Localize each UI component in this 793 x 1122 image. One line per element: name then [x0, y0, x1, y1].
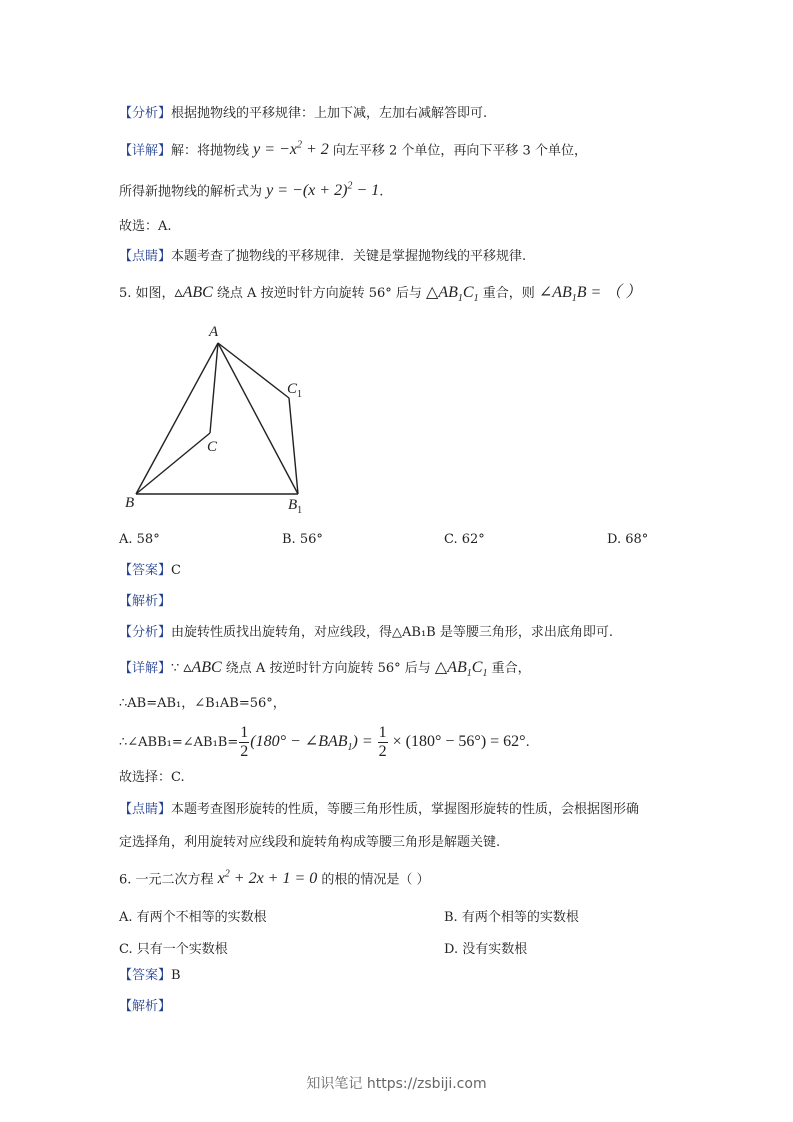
q5-option-a: A. 58°	[119, 532, 160, 547]
question-6-stem: 6. 一元二次方程 $x^2 + 2x + 1 = 0$ 的根的情况是（ ）	[119, 869, 430, 888]
triangle-abc: ▵ABC	[174, 284, 213, 301]
rotation-figure	[120, 320, 320, 520]
segment-a-c1	[218, 343, 289, 398]
detail-tag: 【详解】	[119, 143, 172, 159]
q6-option-d: D. 没有实数根	[444, 942, 528, 957]
choice-line: 故选：A.	[119, 219, 172, 234]
analysis-tag: 【分析】	[119, 625, 172, 640]
detail-pre: 解：将抛物线	[171, 143, 254, 159]
q5-comment-2: 定选择角，利用旋转对应线段和旋转角构成等腰三角形是解题关键.	[119, 835, 501, 850]
triangle-ab1c1: $\triangle AB_1C_1$	[426, 284, 479, 305]
segment-c-b	[136, 433, 210, 494]
label-c: C	[207, 439, 218, 455]
segment-a-b1	[218, 343, 298, 494]
label-a: A	[209, 324, 219, 340]
analysis-text: 由旋转性质找出旋转角，对应线段，得△AB₁B 是等腰三角形，求出底角即可.	[171, 625, 613, 640]
parse-tag: 【解析】	[119, 999, 172, 1014]
label-c1: $C_1$	[287, 381, 303, 400]
result-pre: 所得新抛物线的解析式为	[119, 184, 267, 200]
q5-option-d: D. 68°	[607, 532, 649, 547]
q5-line2: ∴AB=AB₁，∠B₁AB=56°，	[119, 696, 286, 711]
q5-analysis	[119, 626, 613, 639]
q5-detail: 【详解】∵ ▵ABC 绕点 A 按逆时针方向旋转 56° 后与 $\triangle AB_1C_1$ 重合，	[119, 659, 531, 680]
answer-tag: 【答案】	[119, 968, 172, 983]
detail-line	[119, 141, 587, 158]
answer-value: B	[171, 968, 181, 983]
fraction-half: $\frac{1}{2}$	[240, 724, 249, 760]
comment-line	[119, 250, 526, 263]
q6-option-c: C. 只有一个实数根	[119, 942, 228, 957]
q6-option-b: B. 有两个相等的实数根	[444, 910, 579, 925]
detail-post: 向左平移 2 个单位，再向下平移 3 个单位，	[328, 143, 587, 159]
q5-choice: 故选择：C.	[119, 770, 185, 785]
parse-tag: 【解析】	[119, 594, 172, 609]
detail-tag: 【详解】	[119, 661, 172, 676]
angle-ab1b: $\angle AB_1B$ = （ ）	[538, 284, 642, 305]
analysis-line	[119, 107, 487, 120]
q5-option-c: C. 62°	[444, 532, 485, 547]
q6-parse	[119, 1000, 171, 1013]
answer-tag: 【答案】	[119, 563, 172, 578]
answer-value: C	[171, 563, 181, 578]
comment-tag: 【点睛】	[119, 802, 172, 817]
q5-answer	[119, 564, 181, 577]
question-5-stem: 5. 如图，▵ABC 绕点 A 按逆时针方向旋转 56° 后与 $\triangle AB_1C_1$ 重合，则 $\angle AB_1B$ = （ ）	[119, 284, 642, 305]
q6-answer	[119, 969, 181, 982]
parabola-equation: $y = -x^2 + 2$	[253, 140, 329, 159]
q5-parse	[119, 595, 171, 608]
q5-line3: ∴∠ABB₁=∠AB₁B= $\frac{1}{2}$ $(180^\circ - \angle BAB_1)$ = $\frac{1}{2}$ × (180° − 56°) = 62°.	[119, 724, 530, 760]
result-line: 所得新抛物线的解析式为 $y = -(x + 2)^2 - 1$.	[119, 181, 384, 200]
label-b1: $B_1$	[288, 497, 303, 516]
analysis-text: 根据抛物线的平移规律：上加下减，左加右减解答即可.	[171, 106, 488, 121]
footer-watermark: 知识笔记 https://zsbiji.com	[306, 1076, 487, 1092]
segment-a-b	[136, 343, 218, 494]
label-b: B	[125, 495, 135, 511]
quadratic-equation: $x^2 + 2x + 1 = 0$	[217, 869, 318, 888]
fraction-half-2: $\frac{1}{2}$	[378, 724, 387, 760]
q5-comment-1: 【点睛】本题考查图形旋转的性质，等腰三角形性质，掌握图形旋转的性质，会根据图形确	[119, 802, 640, 817]
q6-option-a: A. 有两个不相等的实数根	[119, 910, 267, 925]
comment-tag: 【点睛】	[119, 249, 172, 264]
analysis-tag: 【分析】	[119, 106, 172, 121]
result-equation: $y = -(x + 2)^2 - 1$	[266, 181, 380, 200]
comment-text: 本题考查了抛物线的平移规律．关键是掌握抛物线的平移规律.	[171, 249, 527, 264]
q5-option-b: B. 56°	[282, 532, 323, 547]
